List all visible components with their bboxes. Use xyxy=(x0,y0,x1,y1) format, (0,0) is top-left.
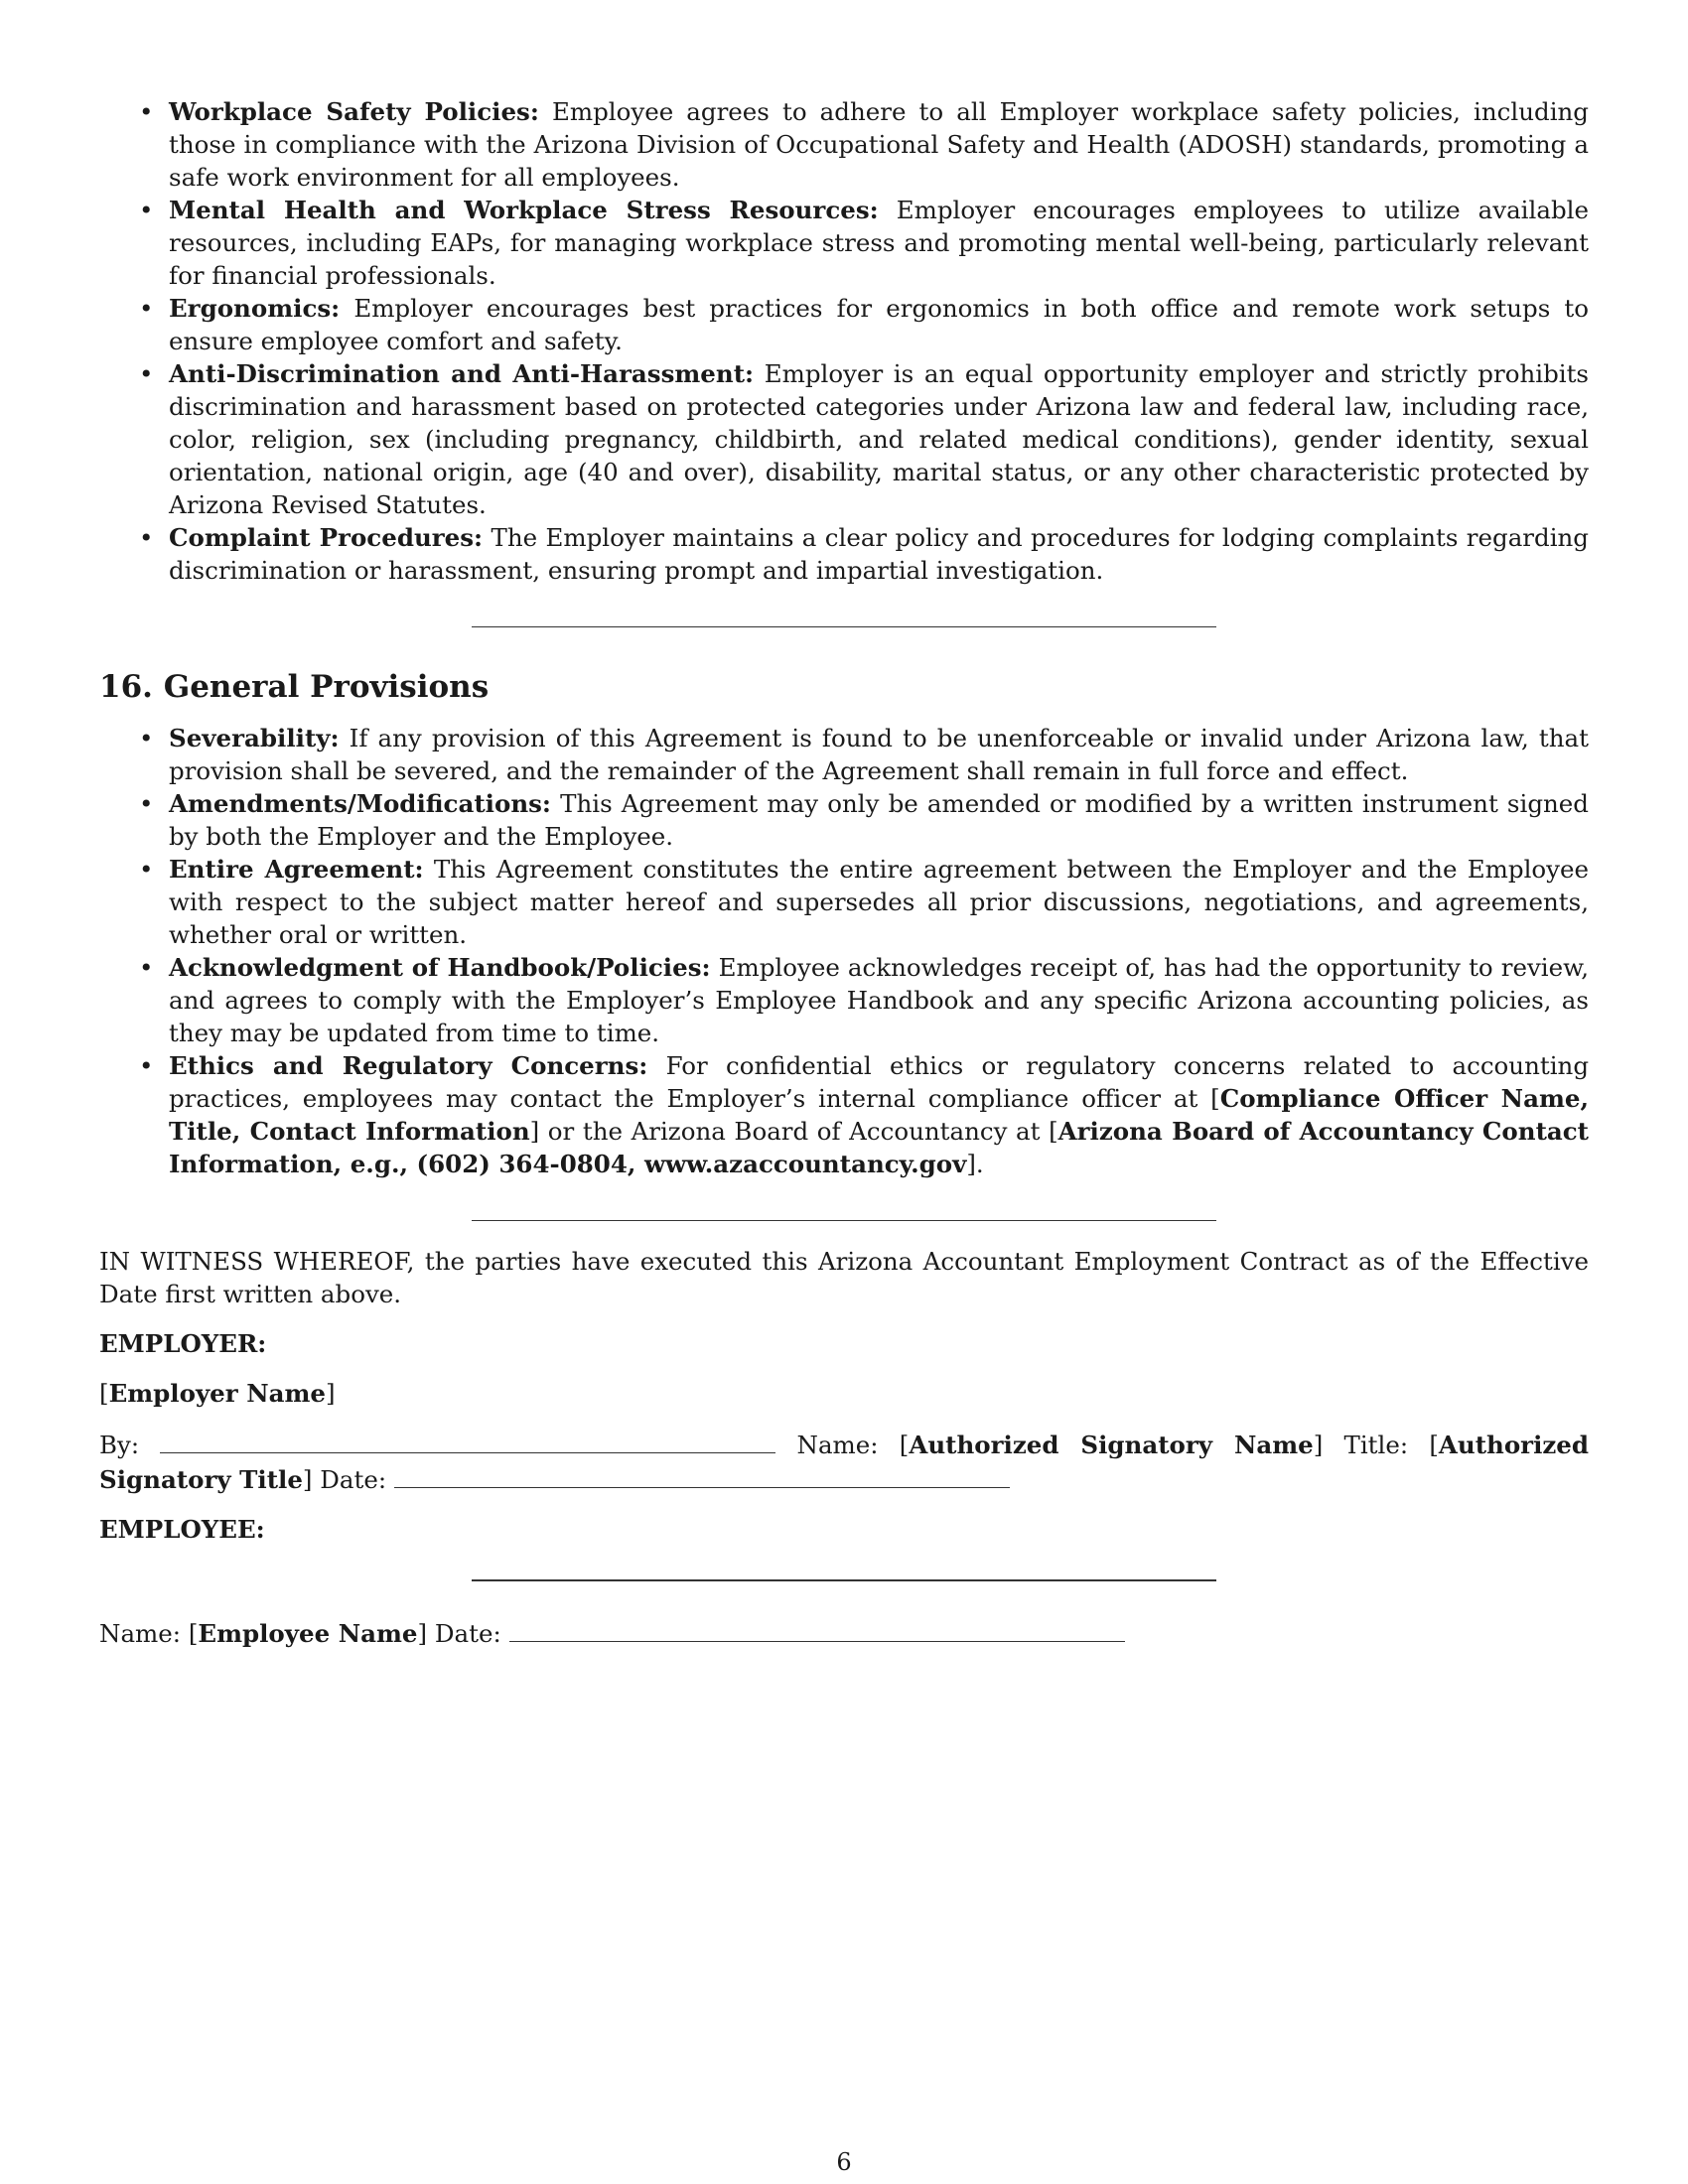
bracket: ] xyxy=(325,1379,336,1408)
item-text: or the Arizona Board of Accountancy at xyxy=(539,1117,1050,1146)
signatory-name-placeholder: Authorized Signatory Name xyxy=(909,1431,1314,1459)
signatory-title-placeholder: Authorized Signatory Title xyxy=(99,1431,1590,1494)
item-term: Entire Agreement: xyxy=(169,855,424,884)
bracket: [ xyxy=(899,1431,910,1459)
bracket: ] xyxy=(966,1150,976,1178)
bracket: [ xyxy=(1429,1431,1439,1459)
employer-signature-block xyxy=(99,1427,1589,1496)
item-text: This Agreement may only be amended or modified by a written instrument signed by both the Employer and the Employee. xyxy=(169,789,1589,851)
bullet-icon: • xyxy=(139,294,154,323)
bullet-icon: • xyxy=(139,196,154,224)
list-item xyxy=(99,722,1589,787)
title-label: Title: xyxy=(1323,1431,1430,1459)
section-heading: 16. General Provisions xyxy=(99,669,490,705)
list-item xyxy=(99,951,1589,1049)
employee-label: EMPLOYEE: xyxy=(99,1515,265,1544)
compliance-officer-placeholder: Compliance Officer Name, Title, Contact Information xyxy=(169,1084,1589,1146)
page-number: 6 xyxy=(836,2148,852,2176)
item-term: Workplace Safety Policies: xyxy=(169,97,539,126)
name-label: Name: xyxy=(99,1619,189,1648)
employee-name-placeholder: Employee Name xyxy=(198,1619,418,1648)
bullet-icon: • xyxy=(139,855,154,884)
item-term: Mental Health and Workplace Stress Resources: xyxy=(169,196,879,224)
item-text: If any provision of this Agreement is found to be unenforceable or invalid under Arizona law, that provision shall be severed, and the remainder of the Agreement shall remain in full force and effect. xyxy=(169,724,1589,785)
date-label: Date: xyxy=(427,1619,509,1648)
document-page xyxy=(99,95,1589,1650)
bracket: ] xyxy=(1313,1431,1324,1459)
item-term: Acknowledgment of Handbook/Policies: xyxy=(169,953,711,982)
employee-date-line[interactable] xyxy=(509,1615,1125,1642)
list-item xyxy=(99,292,1589,357)
employer-name-line xyxy=(99,1377,1589,1410)
list-item xyxy=(99,787,1589,853)
item-text: . xyxy=(975,1150,984,1178)
item-text: Employer is an equal opportunity employer and strictly prohibits discrimination and harassment based on protected categories under Arizona law and federal law, including race, color, religion, sex (including pregnancy, childbirth, and related medical conditions), gender identity, sexual orientation, national origin, age (40 and over), disability, marital status, or any other characteristic protected by Arizona Revised Statutes. xyxy=(169,359,1590,519)
employer-signature-line[interactable] xyxy=(160,1427,775,1453)
section-divider xyxy=(472,626,1216,627)
bullet-icon: • xyxy=(139,789,154,818)
item-text: For confidential ethics or regulatory concerns related to accounting practices, employees may contact the Employer’s internal compliance officer at xyxy=(169,1051,1589,1113)
bracket: ] xyxy=(302,1465,313,1494)
by-label: By: xyxy=(99,1431,140,1459)
witness-paragraph: IN WITNESS WHEREOF, the parties have executed this Arizona Accountant Employment Contract as of the Effective Date first written above. xyxy=(99,1247,1589,1308)
bracket: [ xyxy=(188,1619,199,1648)
item-term: Severability: xyxy=(169,724,340,752)
bullet-icon: • xyxy=(139,1051,154,1080)
item-text: Employee agrees to adhere to all Employer workplace safety policies, including those in compliance with the Arizona Division of Occupational Safety and Health (ADOSH) standards, promoting a safe work environment for all employees. xyxy=(169,97,1589,192)
bullet-icon: • xyxy=(139,953,154,982)
item-term: Amendments/Modifications: xyxy=(169,789,551,818)
employer-label: EMPLOYER: xyxy=(99,1329,267,1358)
list-item xyxy=(99,95,1589,194)
employee-signature-line[interactable] xyxy=(472,1579,1216,1581)
bullet-icon: • xyxy=(139,97,154,126)
employer-name-placeholder: Employer Name xyxy=(108,1379,326,1408)
section-divider xyxy=(472,1220,1216,1221)
employee-name-block xyxy=(99,1615,1589,1650)
name-label: Name: xyxy=(775,1431,900,1459)
bullet-icon: • xyxy=(139,359,154,388)
item-text: This Agreement constitutes the entire agreement between the Employer and the Employee with respect to the subject matter hereof and supersedes all prior discussions, negotiations, and agreements, whether oral or written. xyxy=(169,855,1590,949)
list-item xyxy=(99,1049,1589,1180)
item-text: The Employer maintains a clear policy and procedures for lodging complaints regarding discrimination or harassment, ensuring prompt and impartial investigation. xyxy=(169,523,1589,585)
bullet-icon: • xyxy=(139,523,154,552)
bracket: [ xyxy=(1210,1084,1220,1113)
item-text: Employer encourages employees to utilize available resources, including EAPs, for managing workplace stress and promoting mental well-being, particularly relevant for financial professionals. xyxy=(169,196,1589,290)
employer-date-line[interactable] xyxy=(394,1461,1010,1488)
board-contact-placeholder: Arizona Board of Accountancy Contact Information, e.g., (602) 364-0804, www.azaccountancy.gov xyxy=(169,1117,1589,1178)
bracket: ] xyxy=(417,1619,428,1648)
bracket: [ xyxy=(1049,1117,1058,1146)
item-term: Complaint Procedures: xyxy=(169,523,484,552)
bullet-icon: • xyxy=(139,724,154,752)
bracket: ] xyxy=(529,1117,540,1146)
item-term: Ergonomics: xyxy=(169,294,341,323)
bracket: [ xyxy=(99,1379,109,1408)
item-text: Employer encourages best practices for ergonomics in both office and remote work setups to ensure employee comfort and safety. xyxy=(169,294,1589,355)
item-term: Anti-Discrimination and Anti-Harassment: xyxy=(169,359,755,388)
policies-list xyxy=(99,95,1589,587)
list-item xyxy=(99,194,1589,292)
item-term: Ethics and Regulatory Concerns: xyxy=(169,1051,648,1080)
list-item xyxy=(99,521,1589,587)
general-provisions-list xyxy=(99,722,1589,1180)
list-item xyxy=(99,853,1589,951)
item-text: Employee acknowledges receipt of, has had the opportunity to review, and agrees to comply with the Employer’s Employee Handbook and any specific Arizona accounting policies, as they may be updated from time to time. xyxy=(169,953,1589,1047)
date-label: Date: xyxy=(312,1465,394,1494)
list-item xyxy=(99,357,1589,521)
